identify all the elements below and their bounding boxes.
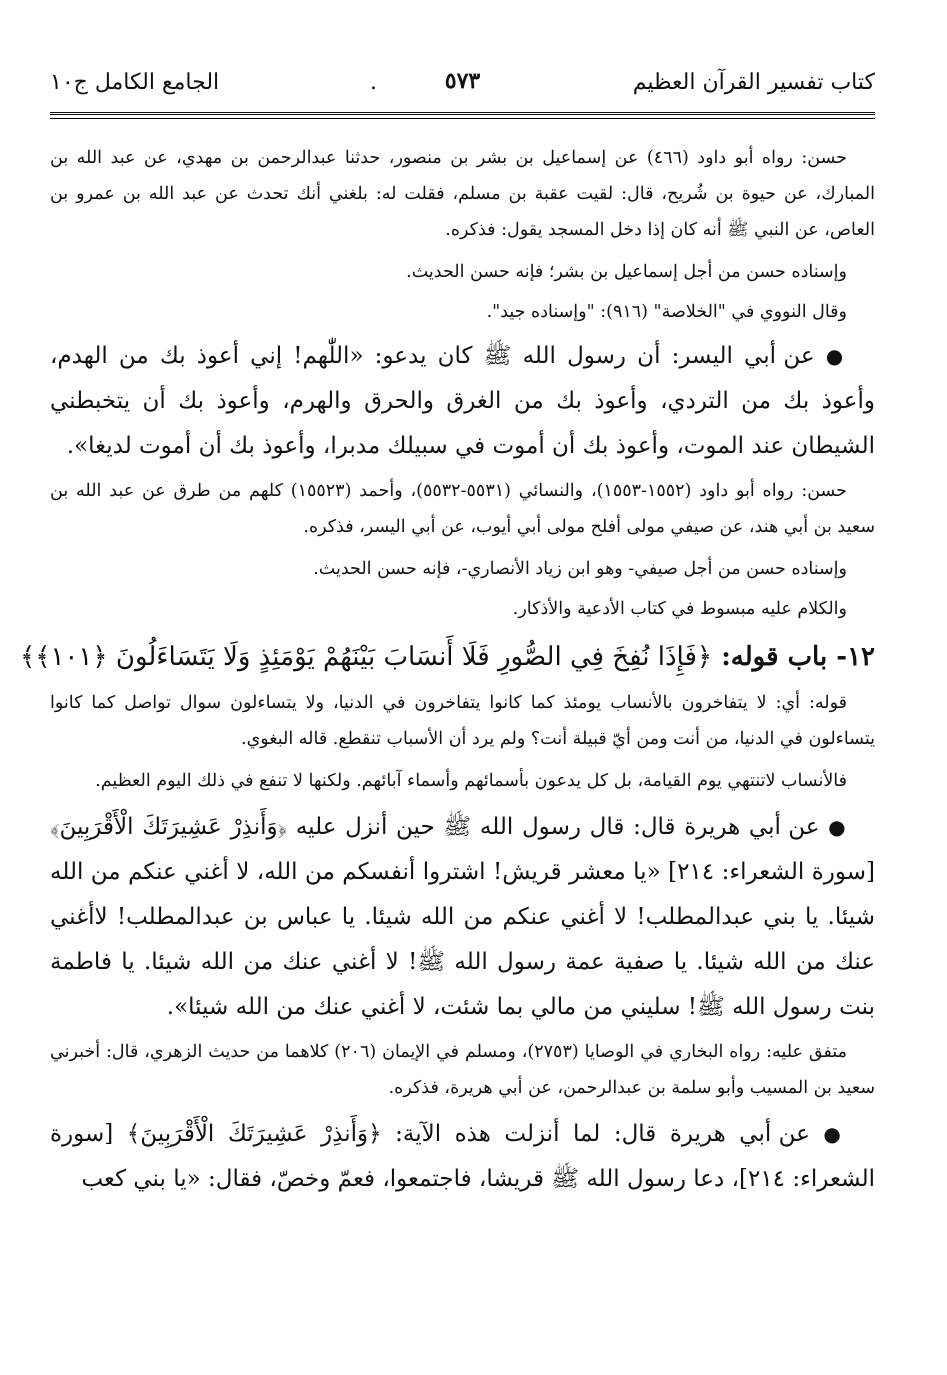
note-paragraph: وقال النووي في "الخلاصة" (٩١٦): "وإسناده جيد". [486, 302, 847, 322]
takhrij-paragraph: حسن: رواه أبو داود (١٥٥٢-١٥٥٣)، والنسائي (٥٥٣١-٥٥٣٢)، وأحمد (١٥٥٢٣) كلهم من طرق عن عبد الله بن سعيد بن أبي هند، عن صيفي مولى أفلح مولى أبي أيوب، عن أبي اليسر، فذكره. [50, 481, 875, 537]
hadith-paragraph [50, 1112, 875, 1202]
bullet-icon: ● [823, 1122, 848, 1146]
header-rule [50, 112, 875, 119]
hadith-paragraph [50, 805, 875, 1030]
page-number: ٥٧٣ [444, 68, 481, 94]
book-title: كتاب تفسير القرآن العظيم [632, 70, 875, 95]
page-header [50, 0, 875, 118]
takhrij-paragraph: متفق عليه: رواه البخاري في الوصايا (٢٧٥٣)، ومسلم في الإيمان (٢٠٦) كلاهما من حديث الزهري، قال: أخبرني سعيد بن المسيب وأبو سلمة بن عبدالرحمن، عن أبي هريرة، فذكره. [50, 1042, 875, 1098]
takhrij-paragraph: حسن: رواه أبو داود (٤٦٦) عن إسماعيل بن بشر بن منصور، حدثنا عبدالرحمن بن مهدي، عن عبد الله بن المبارك، عن حيوة بن شُريح، قال: لقيت عقبة بن مسلم، فقلت له: بلغني أنك تحدث عن عبد الله بن عمرو بن العاص، عن النبي ﷺ أنه كان إذا دخل المسجد يقول: فذكره. [50, 148, 875, 240]
hadith-text: عن أبي اليسر: أن رسول الله ﷺ كان يدعو: «اللّٰهم! إني أعوذ بك من الهدم، وأعوذ بك من التردي، وأعوذ بك من الغرق والحرق والهرم، وأعوذ بك أن يتخبطني الشيطان عند الموت، وأعوذ بك أن أموت في سبيلك مدبرا، وأعوذ بك أن أموت لديغا». [50, 343, 875, 459]
note-paragraph: وإسناده حسن من أجل صيفي- وهو ابن زياد الأنصاري-، فإنه حسن الحديث. [313, 559, 847, 579]
bullet-icon: ● [828, 815, 848, 839]
header-dot: . [370, 70, 377, 95]
quran-verse: ﴿فَإِذَا نُفِخَ فِي الصُّورِ فَلَا أَنسَابَ بَيْنَهُمْ يَوْمَئِذٍ وَلَا يَتَسَاءَلُونَ ﴿١٠١﴾﴾ [19, 642, 713, 672]
page-content [19, 140, 875, 1202]
chapter-heading [19, 631, 875, 683]
volume-title: الجامع الكامل ج١٠ [50, 70, 220, 95]
note-paragraph: وإسناده حسن من أجل إسماعيل بن بشر؛ فإنه حسن الحديث. [406, 262, 847, 282]
bullet-icon: ● [825, 344, 848, 368]
hadith-text: عن أبي هريرة قال: قال رسول الله ﷺ حين أنزل عليه ﴿وَأَنذِرْ عَشِيرَتَكَ الْأَقْرَبِينَ﴾ [سورة الشعراء: ٢١٤] «يا معشر قريش! اشتروا أنفسكم من الله، لا أغني عنكم من الله شيئا. يا بني عبدالمطلب! لا أغني عنكم من الله شيئا. يا عباس بن عبدالمطلب! لاأغني عنك من الله شيئا. يا صفية عمة رسول الله ﷺ! لا أغني عنك من الله شيئا. يا فاطمة بنت رسول الله ﷺ! سليني من مالي بما شئت، لا أغني عنك من الله شيئا». [50, 814, 875, 1020]
note-paragraph: والكلام عليه مبسوط في كتاب الأدعية والأذكار. [512, 599, 847, 619]
chapter-label: ١٢- باب قوله: [721, 642, 875, 672]
tafsir-paragraph: قوله: أي: لا يتفاخرون بالأنساب يومئذ كما كانوا يتفاخرون في الدنيا، ولا يتساءلون سوال تواصل كما كانوا يتساءلون في الدنيا، من أنت ومن أيّ قبيلة أنت؟ ولم يرد أن الأسباب تنقطع. قاله البغوي. [50, 693, 875, 749]
hadith-paragraph [50, 334, 875, 469]
hadith-text: عن أبي هريرة قال: لما أنزلت هذه الآية: ﴿وَأَنذِرْ عَشِيرَتَكَ الْأَقْرَبِينَ﴾ [سورة الشعراء: ٢١٤]، دعا رسول الله ﷺ قريشا، فاجتمعوا، فعمّ وخصّ، فقال: «يا بني كعب [50, 1121, 875, 1192]
tafsir-paragraph: فالأنساب لاتنتهي يوم القيامة، بل كل يدعون بأسمائهم وأسماء آبائهم. ولكنها لا تنفع في ذلك اليوم العظيم. [95, 771, 847, 791]
